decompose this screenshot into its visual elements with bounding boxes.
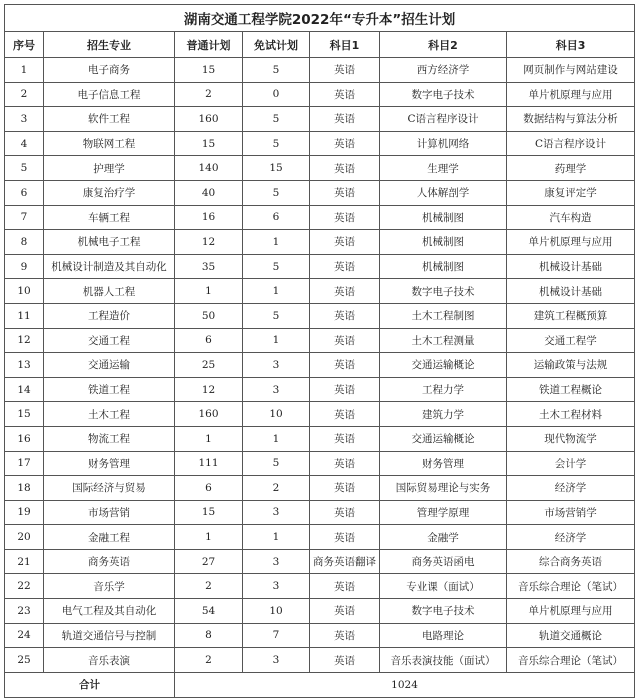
cell-major: 机械电子工程 [44,230,175,255]
cell-exempt-plan: 3 [243,500,310,525]
cell-regular-plan: 1 [175,525,243,550]
table-row [5,599,635,624]
cell-index: 1 [5,58,44,83]
cell-subject-3: 音乐综合理论（笔试） [507,574,635,599]
table-row [5,328,635,353]
header-subject-2: 科目2 [380,32,507,58]
table-row [5,525,635,550]
cell-subject-3: 经济学 [507,525,635,550]
table-row [5,426,635,451]
table-row [5,254,635,279]
cell-subject-2: 计算机网络 [380,131,507,156]
table-row [5,451,635,476]
cell-subject-2: 建筑力学 [380,402,507,427]
cell-major: 音乐表演 [44,648,175,673]
cell-subject-1: 英语 [310,58,380,83]
cell-subject-3: 单片机原理与应用 [507,82,635,107]
total-row [5,672,635,697]
cell-exempt-plan: 7 [243,623,310,648]
total-label: 合计 [5,672,175,697]
table-row [5,303,635,328]
cell-subject-2: 国际贸易理论与实务 [380,476,507,501]
cell-exempt-plan: 1 [243,230,310,255]
cell-regular-plan: 2 [175,648,243,673]
cell-exempt-plan: 5 [243,254,310,279]
cell-subject-3: 音乐综合理论（笔试） [507,648,635,673]
cell-major: 物联网工程 [44,131,175,156]
cell-index: 13 [5,353,44,378]
header-major: 招生专业 [44,32,175,58]
cell-regular-plan: 2 [175,82,243,107]
cell-subject-1: 英语 [310,599,380,624]
cell-subject-2: 电路理论 [380,623,507,648]
cell-exempt-plan: 5 [243,180,310,205]
cell-subject-2: 工程力学 [380,377,507,402]
cell-regular-plan: 25 [175,353,243,378]
cell-subject-3: 轨道交通概论 [507,623,635,648]
cell-subject-1: 英语 [310,131,380,156]
cell-regular-plan: 12 [175,230,243,255]
cell-subject-2: 专业课（面试） [380,574,507,599]
cell-index: 3 [5,107,44,132]
cell-subject-3: 交通工程学 [507,328,635,353]
cell-exempt-plan: 1 [243,279,310,304]
cell-exempt-plan: 3 [243,648,310,673]
cell-major: 土木工程 [44,402,175,427]
cell-subject-1: 英语 [310,353,380,378]
cell-regular-plan: 15 [175,58,243,83]
cell-subject-3: 会计学 [507,451,635,476]
cell-regular-plan: 140 [175,156,243,181]
cell-regular-plan: 40 [175,180,243,205]
cell-major: 交通工程 [44,328,175,353]
table-title: 湖南交通工程学院2022年“专升本”招生计划 [5,5,635,32]
cell-subject-1: 英语 [310,230,380,255]
cell-major: 财务管理 [44,451,175,476]
cell-regular-plan: 8 [175,623,243,648]
cell-subject-2: 音乐表演技能（面试） [380,648,507,673]
table-row [5,377,635,402]
cell-index: 12 [5,328,44,353]
cell-major: 国际经济与贸易 [44,476,175,501]
cell-major: 物流工程 [44,426,175,451]
cell-exempt-plan: 5 [243,58,310,83]
table-row [5,82,635,107]
admission-plan-table [4,4,635,698]
cell-subject-3: 综合商务英语 [507,549,635,574]
cell-regular-plan: 12 [175,377,243,402]
cell-subject-2: 土木工程制图 [380,303,507,328]
cell-regular-plan: 1 [175,279,243,304]
cell-index: 20 [5,525,44,550]
table-row [5,549,635,574]
cell-index: 8 [5,230,44,255]
cell-major: 机械设计制造及其自动化 [44,254,175,279]
cell-exempt-plan: 0 [243,82,310,107]
table-row [5,402,635,427]
cell-regular-plan: 160 [175,107,243,132]
cell-subject-2: 土木工程测量 [380,328,507,353]
cell-subject-3: C语言程序设计 [507,131,635,156]
table-row [5,623,635,648]
table-row [5,353,635,378]
cell-index: 16 [5,426,44,451]
cell-subject-3: 市场营销学 [507,500,635,525]
cell-subject-3: 数据结构与算法分析 [507,107,635,132]
cell-major: 电气工程及其自动化 [44,599,175,624]
cell-index: 19 [5,500,44,525]
table-row [5,279,635,304]
table-row [5,230,635,255]
cell-regular-plan: 160 [175,402,243,427]
cell-subject-1: 英语 [310,254,380,279]
cell-subject-1: 英语 [310,648,380,673]
cell-subject-1: 英语 [310,451,380,476]
table-row [5,156,635,181]
cell-index: 18 [5,476,44,501]
cell-regular-plan: 15 [175,131,243,156]
cell-regular-plan: 50 [175,303,243,328]
table-row [5,180,635,205]
table-row [5,58,635,83]
cell-index: 11 [5,303,44,328]
cell-subject-2: 交通运输概论 [380,353,507,378]
cell-subject-3: 经济学 [507,476,635,501]
cell-subject-3: 单片机原理与应用 [507,599,635,624]
cell-major: 市场营销 [44,500,175,525]
cell-exempt-plan: 3 [243,549,310,574]
cell-subject-2: 交通运输概论 [380,426,507,451]
header-index: 序号 [5,32,44,58]
cell-index: 25 [5,648,44,673]
cell-major: 交通运输 [44,353,175,378]
cell-regular-plan: 35 [175,254,243,279]
cell-major: 工程造价 [44,303,175,328]
cell-subject-2: 数字电子技术 [380,279,507,304]
cell-regular-plan: 15 [175,500,243,525]
cell-index: 17 [5,451,44,476]
cell-index: 22 [5,574,44,599]
cell-subject-2: 人体解剖学 [380,180,507,205]
cell-subject-3: 汽车构造 [507,205,635,230]
cell-subject-1: 英语 [310,476,380,501]
cell-subject-3: 土木工程材料 [507,402,635,427]
cell-subject-1: 英语 [310,426,380,451]
cell-major: 轨道交通信号与控制 [44,623,175,648]
cell-major: 机器人工程 [44,279,175,304]
cell-regular-plan: 6 [175,476,243,501]
cell-subject-2: 西方经济学 [380,58,507,83]
cell-subject-1: 英语 [310,107,380,132]
cell-major: 商务英语 [44,549,175,574]
cell-subject-1: 英语 [310,574,380,599]
cell-index: 9 [5,254,44,279]
cell-exempt-plan: 3 [243,353,310,378]
cell-major: 护理学 [44,156,175,181]
cell-subject-2: C语言程序设计 [380,107,507,132]
cell-exempt-plan: 5 [243,451,310,476]
cell-subject-2: 生理学 [380,156,507,181]
cell-regular-plan: 1 [175,426,243,451]
cell-exempt-plan: 5 [243,131,310,156]
cell-subject-3: 机械设计基础 [507,279,635,304]
cell-major: 电子信息工程 [44,82,175,107]
cell-subject-3: 运输政策与法规 [507,353,635,378]
cell-subject-1: 英语 [310,377,380,402]
cell-subject-3: 网页制作与网站建设 [507,58,635,83]
cell-exempt-plan: 15 [243,156,310,181]
table-row [5,648,635,673]
cell-subject-2: 数字电子技术 [380,599,507,624]
cell-subject-1: 英语 [310,82,380,107]
cell-regular-plan: 2 [175,574,243,599]
cell-major: 电子商务 [44,58,175,83]
cell-subject-1: 英语 [310,402,380,427]
cell-subject-1: 英语 [310,303,380,328]
cell-subject-2: 数字电子技术 [380,82,507,107]
cell-major: 音乐学 [44,574,175,599]
cell-subject-2: 机械制图 [380,230,507,255]
cell-index: 24 [5,623,44,648]
header-subject-1: 科目1 [310,32,380,58]
cell-index: 10 [5,279,44,304]
cell-exempt-plan: 6 [243,205,310,230]
cell-subject-1: 英语 [310,328,380,353]
cell-regular-plan: 6 [175,328,243,353]
cell-exempt-plan: 3 [243,574,310,599]
table-row [5,205,635,230]
cell-subject-1: 英语 [310,500,380,525]
cell-subject-3: 铁道工程概论 [507,377,635,402]
cell-exempt-plan: 10 [243,402,310,427]
cell-subject-1: 英语 [310,180,380,205]
cell-subject-1: 英语 [310,623,380,648]
cell-exempt-plan: 10 [243,599,310,624]
cell-subject-3: 单片机原理与应用 [507,230,635,255]
header-exempt-plan: 免试计划 [243,32,310,58]
table-row [5,107,635,132]
cell-subject-1: 商务英语翻译 [310,549,380,574]
cell-subject-3: 机械设计基础 [507,254,635,279]
cell-index: 15 [5,402,44,427]
cell-index: 21 [5,549,44,574]
cell-subject-2: 机械制图 [380,254,507,279]
cell-index: 4 [5,131,44,156]
header-subject-3: 科目3 [507,32,635,58]
cell-subject-1: 英语 [310,279,380,304]
cell-index: 14 [5,377,44,402]
cell-index: 7 [5,205,44,230]
cell-exempt-plan: 1 [243,426,310,451]
cell-subject-1: 英语 [310,525,380,550]
cell-subject-2: 金融学 [380,525,507,550]
total-value: 1024 [175,672,635,697]
cell-subject-2: 管理学原理 [380,500,507,525]
cell-exempt-plan: 1 [243,525,310,550]
cell-subject-2: 商务英语函电 [380,549,507,574]
cell-major: 金融工程 [44,525,175,550]
header-row [5,32,635,58]
cell-major: 软件工程 [44,107,175,132]
table-row [5,131,635,156]
cell-major: 车辆工程 [44,205,175,230]
cell-regular-plan: 16 [175,205,243,230]
cell-major: 康复治疗学 [44,180,175,205]
cell-subject-2: 机械制图 [380,205,507,230]
cell-index: 23 [5,599,44,624]
cell-regular-plan: 54 [175,599,243,624]
cell-subject-1: 英语 [310,156,380,181]
cell-subject-3: 康复评定学 [507,180,635,205]
cell-major: 铁道工程 [44,377,175,402]
admission-plan-table-container [4,4,634,698]
cell-exempt-plan: 3 [243,377,310,402]
table-row [5,574,635,599]
cell-exempt-plan: 5 [243,303,310,328]
cell-subject-3: 药理学 [507,156,635,181]
cell-exempt-plan: 1 [243,328,310,353]
table-row [5,500,635,525]
table-row [5,476,635,501]
cell-regular-plan: 27 [175,549,243,574]
cell-subject-2: 财务管理 [380,451,507,476]
cell-subject-3: 现代物流学 [507,426,635,451]
cell-regular-plan: 111 [175,451,243,476]
cell-index: 5 [5,156,44,181]
cell-exempt-plan: 2 [243,476,310,501]
header-regular-plan: 普通计划 [175,32,243,58]
cell-exempt-plan: 5 [243,107,310,132]
cell-subject-3: 建筑工程概预算 [507,303,635,328]
cell-subject-1: 英语 [310,205,380,230]
cell-index: 2 [5,82,44,107]
cell-index: 6 [5,180,44,205]
